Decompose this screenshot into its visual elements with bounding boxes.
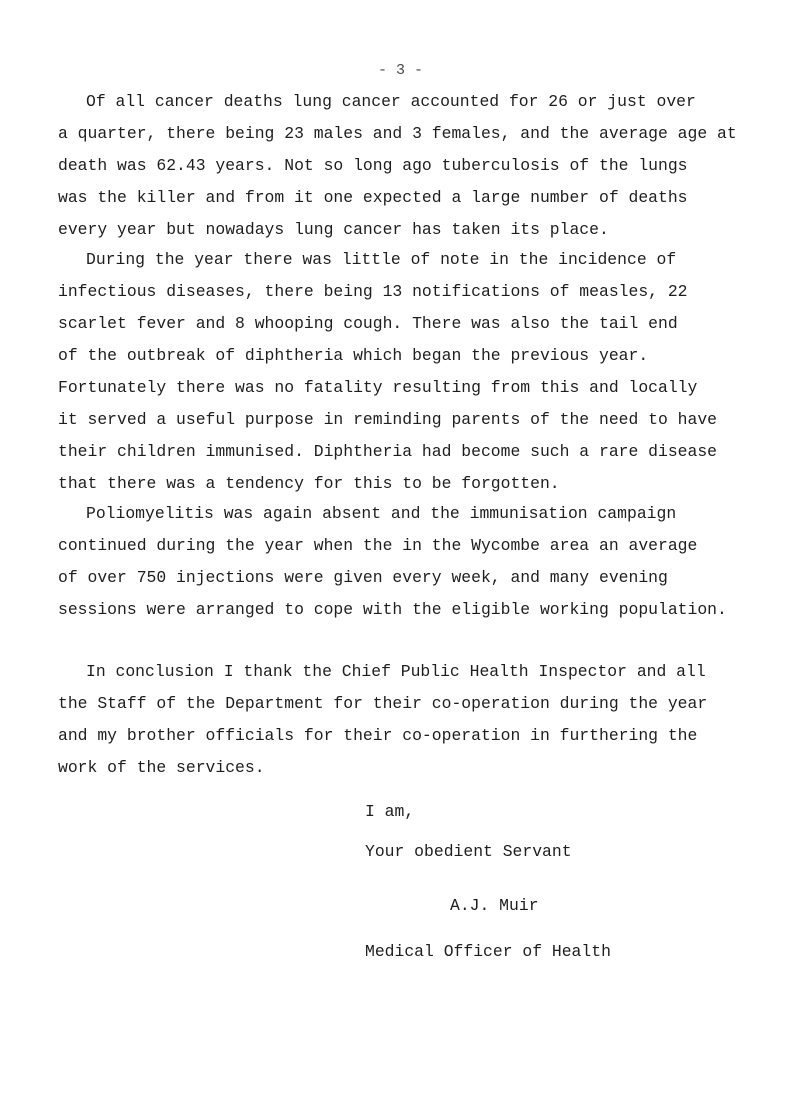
page-number: - 3 - xyxy=(377,62,423,79)
paragraph-line: In conclusion I thank the Chief Public Health Inspector and all xyxy=(86,662,706,681)
paragraph-line: that there was a tendency for this to be forgotten. xyxy=(58,474,560,493)
paragraph-line: death was 62.43 years. Not so long ago tuberculosis of the lungs xyxy=(58,156,688,175)
salutation: I am, xyxy=(365,802,415,821)
paragraph-line: of over 750 injections were given every week, and many evening xyxy=(58,568,668,587)
paragraph-line: Of all cancer deaths lung cancer accounted for 26 or just over xyxy=(86,92,696,111)
paragraph-line: scarlet fever and 8 whooping cough. There was also the tail end xyxy=(58,314,678,333)
paragraph-line: was the killer and from it one expected a large number of deaths xyxy=(58,188,688,207)
paragraph-line: Poliomyelitis was again absent and the immunisation campaign xyxy=(86,504,677,523)
paragraph-line: infectious diseases, there being 13 notifications of measles, 22 xyxy=(58,282,688,301)
paragraph-line: sessions were arranged to cope with the eligible working population. xyxy=(58,600,727,619)
paragraph-line: the Staff of the Department for their co-operation during the year xyxy=(58,694,708,713)
paragraph-conclusion xyxy=(58,656,748,784)
signature-title: Medical Officer of Health xyxy=(365,942,611,961)
paragraph-line: continued during the year when the in the Wycombe area an average xyxy=(58,536,698,555)
paragraph-lung-cancer xyxy=(58,86,748,246)
paragraph-line: Fortunately there was no fatality resulting from this and locally xyxy=(58,378,698,397)
paragraph-line: every year but nowadays lung cancer has taken its place. xyxy=(58,220,609,239)
paragraph-line: During the year there was little of note in the incidence of xyxy=(86,250,677,269)
valediction: Your obedient Servant xyxy=(365,842,572,861)
paragraph-infectious-diseases xyxy=(58,244,748,500)
paragraph-poliomyelitis xyxy=(58,498,748,626)
paragraph-line: their children immunised. Diphtheria had become such a rare disease xyxy=(58,442,718,461)
signature-name: A.J. Muir xyxy=(450,896,539,915)
paragraph-line: and my brother officials for their co-operation in furthering the xyxy=(58,726,698,745)
paragraph-line: a quarter, there being 23 males and 3 females, and the average age at xyxy=(58,124,737,143)
paragraph-line: of the outbreak of diphtheria which began the previous year. xyxy=(58,346,649,365)
paragraph-line: it served a useful purpose in reminding parents of the need to have xyxy=(58,410,718,429)
paragraph-line: work of the services. xyxy=(58,758,265,777)
